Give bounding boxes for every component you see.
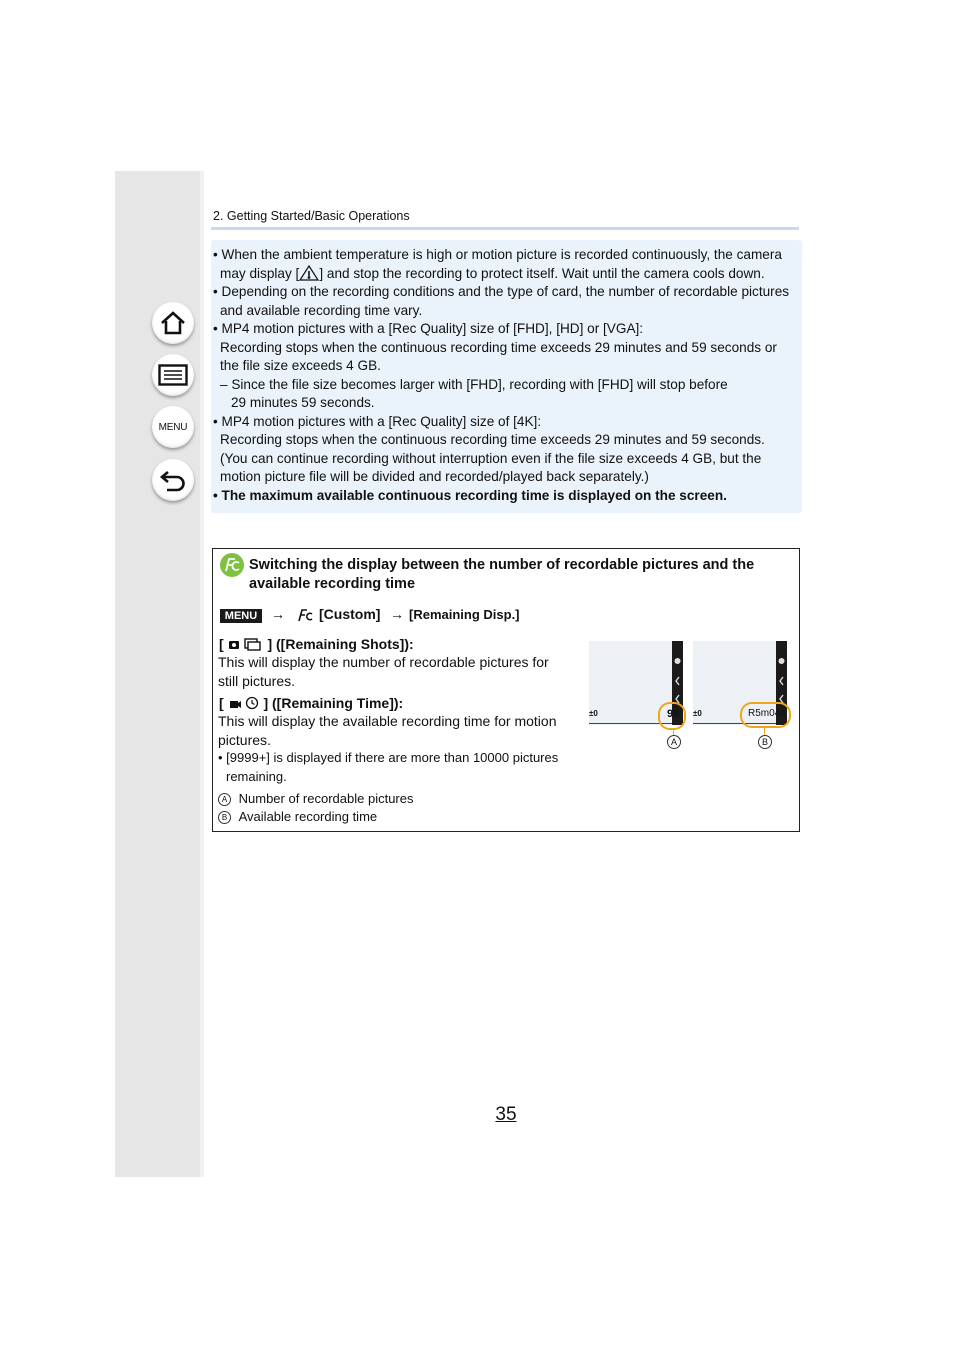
note-line-bold: • The maximum available continuous recording time is displayed on the screen. bbox=[213, 488, 727, 503]
highlight-a bbox=[658, 702, 686, 730]
panel-title-line: Switching the display between the number of recordable pictures and the bbox=[249, 557, 755, 573]
exposure-value: ±0 bbox=[693, 709, 702, 718]
legend-a-text: Number of recordable pictures bbox=[238, 791, 414, 806]
note-line-warning bbox=[220, 265, 765, 284]
notes-box bbox=[211, 240, 802, 513]
desc-line: This will display the number of recordable pictures for bbox=[218, 654, 549, 670]
menu-chip: MENU bbox=[220, 609, 262, 623]
remaining-time-value: R5m04s bbox=[748, 708, 786, 719]
note-line: (You can continue recording without interruption even if the file size exceeds 4 GB, but the bbox=[220, 451, 762, 466]
limit-note bbox=[218, 748, 558, 786]
callout-b: B bbox=[758, 735, 772, 749]
arrow: → bbox=[390, 606, 404, 622]
note-line: • MP4 motion pictures with a [Rec Quality] size of [FHD], [HD] or [VGA]: bbox=[213, 321, 644, 336]
legend-b-text: Available recording time bbox=[238, 809, 378, 824]
callout-a: A bbox=[667, 735, 681, 749]
note-line: • MP4 motion pictures with a [Rec Quality] size of [4K]: bbox=[213, 414, 542, 429]
note-line: 29 minutes 59 seconds. bbox=[231, 395, 375, 410]
highlight-b bbox=[740, 702, 791, 728]
note-line: motion picture file will be divided and recorded/played back separately.) bbox=[220, 469, 649, 484]
back-button[interactable] bbox=[152, 459, 194, 501]
setting-label: [Remaining Disp.] bbox=[409, 607, 520, 622]
custom-fc-icon bbox=[220, 553, 244, 577]
note-line: the file size exceeds 4 GB. bbox=[220, 358, 381, 373]
note-line: • [9999+] is displayed if there are more than 10000 pictures bbox=[218, 750, 559, 765]
list-icon bbox=[158, 364, 188, 386]
note-text: ] and stop the recording to protect itself. Wait until the camera cools down. bbox=[319, 266, 765, 281]
panel-title bbox=[249, 556, 754, 593]
exposure-value: ±0 bbox=[589, 709, 598, 718]
desc-line: still pictures. bbox=[218, 672, 296, 689]
breadcrumb: 2. Getting Started/Basic Operations bbox=[213, 209, 410, 223]
home-icon bbox=[159, 310, 187, 336]
note-line: • Depending on the recording conditions and the type of card, the number of recordable pictures bbox=[213, 284, 790, 299]
custom-label: [Custom] bbox=[319, 606, 381, 622]
note-line: • When the ambient temperature is high or motion picture is recorded continuously, the camera bbox=[213, 247, 782, 262]
remaining-time-desc bbox=[218, 712, 556, 749]
note-line: remaining. bbox=[226, 769, 287, 784]
menu-button-label: MENU bbox=[158, 421, 188, 433]
remaining-shots-heading bbox=[219, 636, 414, 652]
legend-a bbox=[218, 789, 413, 808]
bracket: [ bbox=[219, 636, 224, 652]
bracket: [ bbox=[219, 695, 224, 711]
remaining-shots-desc bbox=[218, 653, 549, 690]
sidebar-edge bbox=[200, 171, 204, 1177]
note-text: may display [ bbox=[220, 266, 300, 281]
desc-line: pictures. bbox=[218, 731, 271, 748]
remaining-disp-panel bbox=[212, 548, 800, 832]
legend-a-mark: A bbox=[218, 793, 231, 806]
home-button[interactable] bbox=[152, 302, 194, 344]
remaining-time-heading bbox=[219, 695, 403, 711]
arrow: → bbox=[271, 606, 285, 622]
custom-fc-small-icon bbox=[297, 607, 315, 623]
contents-button[interactable] bbox=[152, 354, 194, 396]
remaining-shots-title: ] ([Remaining Shots]): bbox=[267, 636, 414, 652]
menu-button[interactable] bbox=[152, 406, 194, 448]
back-arrow-icon bbox=[159, 468, 187, 492]
page-number: 35 bbox=[495, 1104, 517, 1125]
note-line: Recording stops when the continuous recording time exceeds 29 minutes and 59 seconds or bbox=[220, 340, 777, 355]
header-rule bbox=[211, 227, 799, 230]
movie-clock-icon bbox=[228, 696, 260, 710]
legend-b bbox=[218, 807, 377, 826]
note-line: – Since the file size becomes larger with [FHD], recording with [FHD] will stop before bbox=[220, 377, 728, 392]
legend-b-mark: B bbox=[218, 811, 231, 824]
remaining-time-title: ] ([Remaining Time]): bbox=[263, 695, 404, 711]
desc-line: This will display the available recording time for motion bbox=[218, 713, 557, 729]
temperature-warning-icon bbox=[299, 265, 319, 281]
remaining-shots-value: 98 bbox=[667, 708, 680, 720]
panel-title-line: available recording time bbox=[249, 575, 416, 592]
note-line: and available recording time vary. bbox=[220, 303, 423, 318]
note-line: Recording stops when the continuous recording time exceeds 29 minutes and 59 seconds. bbox=[220, 432, 765, 447]
camera-burst-icon bbox=[228, 637, 264, 651]
